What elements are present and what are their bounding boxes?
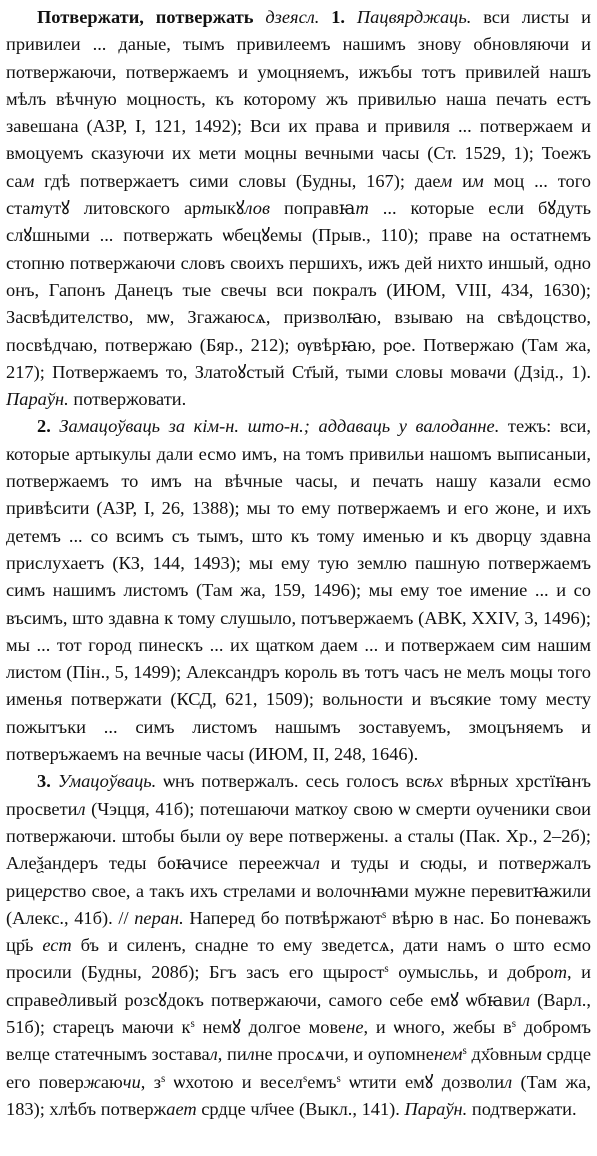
entry-text-segment: ѕ	[190, 1017, 195, 1030]
entry-text-segment: утꙋ литовского ар	[43, 198, 202, 219]
entry-text-segment: ство свое, а такъ ихъ стрелами и волочнꙗми мужне перевитꙗжили (Алекс., 41б). //	[6, 880, 591, 928]
entry-text-segment: м	[22, 170, 35, 191]
entry-text-segment: 1.	[331, 7, 357, 27]
entry-text-segment: х	[500, 771, 509, 792]
entry-text-segment: (Чэцця, 41б); потешаючи маткоу свою ѡ смерти оученики свои потвержаючи. штобы были оу вере потвержены. а сталы (Пак. Хр., 2–2б); Алеѯандеръ теды боꙗчисе переежча	[6, 798, 591, 874]
entry-text-segment: ѡнъ потвержалъ. сесь голосъ вс	[156, 771, 423, 792]
entry-text-segment: ѕ	[462, 1045, 467, 1058]
entry-text-segment: ѕ	[511, 1017, 517, 1030]
entry-text-segment: Пацвярджаць.	[356, 7, 484, 27]
entry-text-segment: , и справе	[6, 962, 592, 1010]
entry-text-segment: Умацоўваць.	[57, 771, 157, 792]
entry-text-segment: хрстїꙗнъ просвети	[6, 771, 591, 819]
entry-text-segment: л	[209, 1044, 218, 1065]
entry-text-segment: ливый розсꙋдокъ потвержаючи, самого себе емꙋ ѡбꙗви	[67, 989, 522, 1010]
entry-text-segment: лов	[244, 198, 270, 219]
entry-text-segment: л	[521, 989, 530, 1010]
entry-text-segment: м	[471, 170, 484, 191]
entry-text-segment: емъ	[307, 1071, 337, 1092]
entry-text-segment: срдце чл҃чее (Выкл., 141).	[196, 1098, 405, 1119]
entry-text-segment: т	[30, 198, 44, 219]
entry-text-segment: ѕ	[382, 908, 387, 921]
entry-text-segment: л	[311, 853, 320, 874]
entry-text-segment: (Варл., 51б); старецъ маючи к	[6, 989, 592, 1037]
entry-text-segment: , з	[140, 1071, 161, 1092]
entry-text-segment: ест	[42, 935, 72, 956]
entry-text-segment: ѕ	[336, 1072, 341, 1085]
entry-text-segment: поправꙗ	[269, 198, 356, 219]
entry-text-segment: д	[58, 989, 68, 1010]
entry-text-segment: ѡхотою и весел	[165, 1071, 303, 1092]
entry-text-segment: потвержовати.	[68, 389, 187, 410]
entry-text-segment: и (Дзід., 1).	[496, 361, 591, 382]
entry-text-segment: л	[504, 1071, 513, 1092]
entry-paragraph-sense-1	[6, 4, 591, 413]
entry-text-segment: Параўн.	[6, 389, 69, 410]
entry-text-segment: моц ... того ста	[6, 170, 591, 219]
entry-text-segment: р	[43, 880, 53, 901]
entry-text-segment: подтвержати.	[467, 1098, 577, 1119]
entry-text-segment: р	[542, 853, 552, 874]
entry-text-segment: вси листы и привилеи ... даные, тымъ привилеемъ нашимъ знову обновляючи и потвержаючи, потвержаемъ и умоцняемъ, ижъбы тотъ привилей нашъ мѣлъ вѣчную моцность, къ которому жъ привилью наша печать естъ завешана (АЗР, I, 121, 1492); Вси их права и привиля ... потвержаем и вмоцуемъ сказуючи их мети моцны вечными часы (Ст. 1529, 1); Тоежъ са	[6, 7, 591, 191]
entry-text-segment: т	[201, 198, 215, 219]
entry-text-segment: м	[530, 1044, 542, 1065]
entry-text-segment: ает	[166, 1098, 197, 1119]
entry-text-segment: нем	[433, 1044, 463, 1065]
entry-text-segment: 3.	[37, 771, 58, 792]
entry-text-segment: добромъ велце статечнымъ зостава	[6, 1016, 591, 1065]
entry-text-segment: тежъ: вси, которые артыкулы дали есмо имъ, на томъ привильи нашомъ выписаныи, потвержаемъ то имъ на вѣчные часы, и печать нашу казали есмо привѣсити (АЗР, I, 26, 1388); мы то ему потвержаемъ и его жоне, и ихъ детемъ ... со всимъ съ тымъ, што къ тому именью и къ дворцу здавна прислухаетъ (КЗ, 144, 1493); мы ему тую землю пашную потвержаемъ симъ нашимъ листомъ (Там жа, 159, 1496); мы ему тое имение ... и со въсимъ, што здавна к тому слушыло, потъвержаемъ (АВК, XXIV, 3, 1496); мы ... тот город пинескъ ... их щатком даем ... и потвержаем сим нашим листом (Пін., 5, 1499); Александръ король въ тотъ часъ не мелъ моцы того именья потвержати (КСД, 621, 1509); вольности и въсякие тому месту пожытъки ... симъ листомъ нашымъ зоставуемъ, змоцъняемъ и потверъжаемъ на вечные часы (ИЮМ, II, 248, 1646).	[6, 416, 591, 765]
entry-text-segment: вѣрю в нас. Бо поневажъ цр҃ь	[6, 907, 592, 956]
entry-text-segment: и	[452, 170, 472, 191]
entry-text-segment: ыкꙋ	[214, 198, 245, 219]
entry-text-segment: срдце его повер	[6, 1044, 591, 1092]
entry-text-segment: ѣх	[422, 771, 444, 792]
entry-text-segment: , пи	[217, 1044, 247, 1065]
entry-text-segment: перан.	[134, 907, 184, 928]
entry-text-segment: ... которые если бꙋдуть слꙋшными ... потвержать ѡбецꙋемы (Прыв., 110); праве на остатнемъ стопню потвержаючи словъ своихъ першихъ, ижъ дей нихто иншый, одно онъ, Гапонъ Данецъ тые свечы вси покралъ (ИЮМ, VIII, 434, 1630); Засвѣдителство, мѡ, Згажаюсѧ, призволꙗю, взываю на свѣдоцство, посвѣдчаю, потвержаю (Бяр., 212); ѹвѣрꙗю, рѻе. Потвержаю (Там жа, 217); Потвержаемъ то, Златоꙋстый Ст҃ый, тыми словы мова	[6, 198, 591, 382]
entry-text-segment: Замацоўваць за кім-н. што-н.; аддаваць у валоданне.	[59, 416, 500, 437]
entry-text-segment: и туды и сюды, и потве	[319, 853, 543, 874]
entry-text-segment: не	[346, 1016, 364, 1037]
entry-text-segment: гдѣ потвержаетъ сими словы (Будны, 167); дае	[34, 170, 441, 191]
entry-text-segment: ѕ	[302, 1072, 308, 1085]
entry-paragraph-sense-2	[6, 413, 591, 768]
entry-text-segment: бъ и силенъ, снадне то ему зведетсѧ, дати намъ о што есмо просили (Будны, 208б); Бгъ засъ его щырост	[6, 935, 591, 983]
entry-text-segment: т	[553, 962, 567, 983]
entry-text-segment: немꙋ долгое мове	[194, 1016, 347, 1037]
entry-text-segment: , и ѡного, жебы в	[363, 1016, 512, 1037]
entry-text-segment: ч	[487, 361, 497, 382]
entry-text-segment: ѕ	[384, 963, 389, 976]
entry-text-segment: жалъ рицe	[6, 853, 591, 901]
entry-text-segment: чи	[122, 1071, 141, 1092]
entry-text-segment: оумысльь, и добро	[388, 962, 554, 983]
entry-text-segment: м	[440, 170, 453, 191]
entry-text-segment: дзеясл.	[265, 7, 332, 27]
entry-text-segment: Параўн.	[404, 1098, 468, 1119]
entry-text-segment: (Там жа, 183); хлѣбъ потверж	[6, 1071, 591, 1119]
entry-text-segment: аю	[100, 1071, 123, 1092]
entry-text-segment: не просѧчи, и оупомне	[254, 1044, 434, 1065]
entry-text-segment: 2.	[37, 416, 60, 437]
entry-paragraph-sense-3	[6, 768, 591, 1123]
entry-text-segment: ѕ	[160, 1072, 166, 1085]
entry-text-segment: дх҃овны	[466, 1044, 531, 1065]
entry-text-segment: ж	[83, 1071, 101, 1092]
entry-text-segment: ѡтити емꙋ дозволи	[340, 1071, 505, 1092]
entry-text-segment: вѣрны	[443, 771, 501, 792]
entry-text-segment: Наперед бо потвѣржают	[183, 907, 383, 928]
entry-text-segment: л	[77, 798, 86, 819]
entry-text-segment: т	[355, 198, 369, 219]
entry-text-segment: Потвержати, потвержать	[37, 7, 266, 27]
entry-text-segment: л	[246, 1044, 255, 1065]
